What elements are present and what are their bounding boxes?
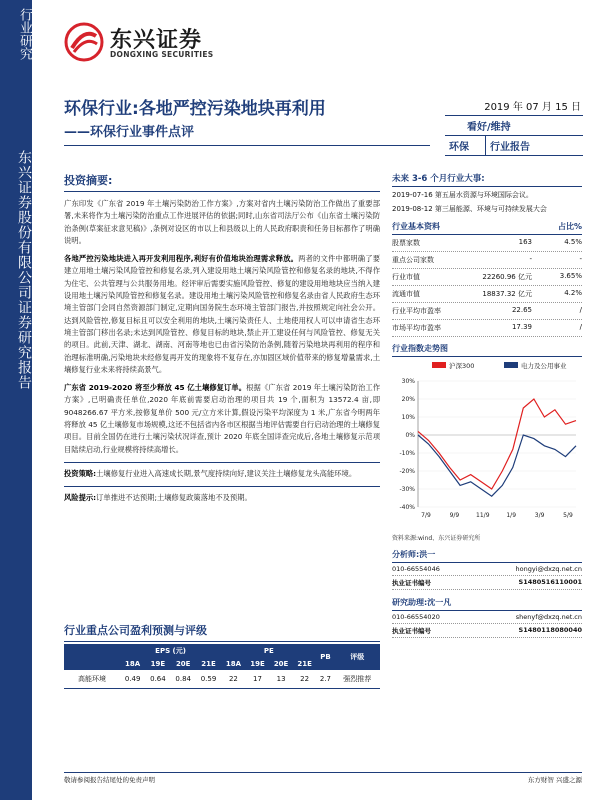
y-tick-label: -20%	[399, 468, 415, 475]
pe-header: PE	[221, 644, 316, 658]
info-label: 重点公司家数	[392, 256, 434, 264]
year-header: 21E	[293, 658, 317, 670]
logo-en: DONGXING SECURITIES	[110, 50, 214, 59]
table-row	[392, 269, 582, 286]
report-type: 行业报告	[485, 136, 534, 155]
year-header: 18A	[221, 658, 246, 670]
list-item: 2019-08-12 第三届能源、环境与可持续发展大会	[392, 205, 547, 213]
investment-strategy	[64, 468, 380, 480]
table-cell: 2.7	[316, 670, 334, 689]
abstract-section	[64, 172, 380, 511]
y-tick-label: -30%	[399, 486, 415, 493]
company-rating: 强烈推荐	[334, 670, 380, 689]
year-header: 18A	[120, 658, 145, 670]
series-line	[418, 435, 576, 496]
analyst-2-license	[392, 624, 582, 638]
y-tick-label: 0%	[405, 432, 415, 439]
strategy-body: 土壤修复行业进入高速成长期,景气度持续向好,建议关注土壤修复龙头高能环境。	[96, 468, 357, 478]
table-cell: 22	[221, 670, 246, 689]
info-label: 行业平均市盈率	[392, 307, 441, 315]
info-value: -	[529, 255, 532, 263]
abstract-paragraph-3	[64, 382, 380, 456]
page-subtitle: ——环保行业事件点评	[64, 125, 195, 140]
table-cell: 22	[293, 670, 317, 689]
basic-info-title: 行业基本资料	[392, 222, 440, 231]
analyst-1-heading: 分析师:洪一	[392, 547, 582, 563]
license-label: 执业证书编号	[392, 579, 431, 587]
x-tick-label: 7/9	[421, 512, 431, 519]
legend-swatch	[432, 362, 446, 368]
info-value: 163	[518, 238, 532, 246]
y-tick-label: -10%	[399, 450, 415, 457]
strategy-lead: 投资策略:	[64, 468, 97, 478]
x-tick-label: 3/9	[534, 512, 545, 519]
info-pct: 3.65%	[559, 272, 582, 280]
paragraph-3-body: 根据《广东省 2019 年土壤污染防治工作方案》,已明确责任单位,2020 年底前需要启动治理的项目共 19 个,面积为 13572.4 亩,即 9048266.67 平方米,按修复单价 500 元/立方米计算,假设污染平均深度为 1 米,广东省今明两年将释放 45 亿土壤修复市场规模,这还不包括省内各市区根据当地评估需要自行启动治理的土壤修复项目。目前全国仍在进行土壤污染状况详查,预计 2020 年底全国详查完成后,各地土壤修复示范项目陆续启动,行业规模将持续高增长。	[64, 383, 380, 454]
table-row	[392, 303, 582, 320]
pct-label: 占比%	[557, 222, 582, 231]
info-value: 18837.32 亿元	[482, 290, 532, 298]
license-number: S1480516110001	[518, 578, 582, 586]
right-panel	[392, 172, 582, 638]
table-row	[392, 252, 582, 269]
license-label: 执业证书编号	[392, 627, 431, 635]
table-row	[392, 235, 582, 252]
table-cell: 0.59	[196, 670, 221, 689]
rating-row	[445, 116, 583, 136]
phone: 010-66554046	[392, 565, 440, 573]
legend-label: 电力及公用事业	[521, 362, 567, 370]
phone: 010-66554020	[392, 613, 440, 621]
email-link[interactable]: shenyf@dxzq.net.cn	[515, 613, 582, 621]
y-tick-label: -40%	[399, 504, 415, 511]
page-footer	[64, 772, 582, 784]
license-number: S1480118080040	[518, 626, 582, 634]
page-title: 环保行业:各地严控污染地块再利用	[64, 99, 326, 119]
y-tick-label: 30%	[401, 378, 415, 385]
rating-header: 评级	[334, 644, 380, 670]
x-tick-label: 11/9	[476, 512, 490, 519]
footer-disclaimer: 敬请参阅报告结尾处的免责声明	[64, 776, 155, 784]
sidebar-company: 东兴证券股份有限公司证券研究报告	[16, 150, 32, 390]
table-cell: 13	[269, 670, 293, 689]
analyst-2-heading: 研究助理:沈一凡	[392, 595, 582, 611]
basic-info-heading	[392, 221, 582, 235]
index-trend-chart	[392, 357, 582, 527]
paragraph-2-lead: 各地严控污染地块进入再开发利用程序,利好有价值地块治理需求释放。	[64, 254, 299, 264]
earnings-table	[64, 644, 380, 689]
earnings-heading: 行业重点公司盈利预测与评级	[64, 622, 380, 642]
sidebar-category: 行业研究	[17, 8, 32, 60]
title-divider	[64, 145, 430, 146]
x-tick-label: 9/9	[449, 512, 460, 519]
year-header: 19E	[145, 658, 170, 670]
info-label: 股票家数	[392, 239, 420, 247]
year-header: 20E	[171, 658, 196, 670]
news-heading: 未来 3-6 个月行业大事:	[392, 172, 582, 187]
table-row	[392, 320, 582, 337]
info-value: 22.65	[511, 306, 532, 314]
year-header: 19E	[246, 658, 270, 670]
chart-source: 资料来源:wind、东兴证券研究所	[392, 535, 481, 542]
table-row	[64, 670, 380, 689]
sidebar	[0, 0, 32, 800]
table-cell: 0.49	[120, 670, 145, 689]
abstract-heading: 投资摘要:	[64, 172, 380, 192]
info-pct: 4.5%	[564, 238, 582, 246]
report-meta	[445, 96, 583, 156]
table-cell: 17	[246, 670, 270, 689]
logo-icon	[64, 22, 104, 62]
legend-swatch	[504, 362, 518, 368]
paragraph-2-body: 两者的文件中都明确了要建立用地土壤污染风险管控和修复名录,列入建设用地土壤污染风险管控和修复名录的地块,不得作为住宅、公共管理与公共服务用地。经评审后需要实施风险管控、修复的建设用地地块应当纳入建设用地土壤污染风险管控和修复名录。建设用地土壤污染风险管控和修复名录由省人民政府生态环境主管部门会同自然资源部门制定,定期向国务院生态环境主管部门报告,并按照规定向社会公开。达到风险管控,修复目标且可以安全利用的地块,土壤污染责任人、土地使用权人可以申请省生态环境主管部门移出名录;未达到风险管控、修复目标的地块,禁止开工建设任何与风险管控、修复无关的项目。此前,天津、湖北、湖南、河南等地也已由省污染防治条例,随着污染地块再利用的程序和治理标准明确,污染地块未经修复再开发的现象将不复存在,亦加固区域价值带来的修复增量需求,土壤修复行业未来将持续高景气。	[64, 254, 380, 374]
info-pct: 4.2%	[564, 289, 582, 297]
company-col	[64, 644, 120, 670]
footer-slogan: 东方财智 兴盛之源	[527, 776, 582, 784]
risk-warning	[64, 492, 380, 504]
earnings-header-row	[64, 644, 380, 658]
logo-name: 东兴证券	[110, 28, 203, 53]
info-pct: /	[579, 323, 582, 331]
report-date: 2019 年 07 月 15 日	[445, 96, 583, 116]
info-value: 17.39	[511, 323, 532, 331]
paragraph-3-lead: 广东省 2019-2020 将至少释放 45 亿土壤修复订单。	[64, 383, 247, 393]
analyst-1-contact	[392, 563, 582, 576]
risk-body: 订单推进不达预期;土壤修复政策落地不及预期。	[96, 493, 252, 503]
info-value: 22260.96 亿元	[482, 273, 532, 281]
list-item: 2019-07-16 第五届水资源与环境国际会议。	[392, 191, 533, 199]
risk-lead: 风险提示:	[64, 493, 97, 503]
abstract-divider	[64, 462, 380, 463]
table-cell: 0.64	[145, 670, 170, 689]
table-row	[392, 286, 582, 303]
x-tick-label: 1/9	[506, 512, 517, 519]
analyst-1-license	[392, 576, 582, 590]
strategy-divider	[64, 486, 380, 487]
info-label: 流通市值	[392, 290, 420, 298]
info-label: 市场平均市盈率	[392, 324, 441, 332]
chart-title: 行业指数走势图	[392, 343, 582, 357]
year-header: 20E	[269, 658, 293, 670]
year-header: 21E	[196, 658, 221, 670]
y-tick-label: 10%	[401, 414, 415, 421]
eps-header: EPS (元)	[120, 644, 221, 658]
industry-tag: 环保	[449, 142, 469, 153]
info-pct: -	[579, 255, 582, 263]
rating: 看好/维持	[467, 122, 511, 133]
y-tick-label: 20%	[401, 396, 415, 403]
x-tick-label: 5/9	[563, 512, 573, 519]
abstract-paragraph-2	[64, 253, 380, 376]
analyst-2-contact	[392, 611, 582, 624]
legend-label: 沪深300	[449, 362, 475, 370]
info-label: 行业市值	[392, 273, 420, 281]
info-pct: /	[579, 306, 582, 314]
company-logo	[64, 20, 264, 70]
series-line	[418, 399, 576, 489]
pb-header: PB	[316, 644, 334, 670]
abstract-paragraph-1: 广东印发《广东省 2019 年土壤污染防治工作方案》,方案对省内土壤污染防治工作做出了重要部署,未来将作为土壤污染防治重点工作进展评估的依据;同时,山东省司法厅公布《山东省土壤污染防治条例(草案征求意见稿)》,条例对设区的市以上和县级以上的人民政府职责和任务目标都作了明确说明。	[64, 199, 380, 245]
category-row	[445, 136, 583, 156]
company-name: 高能环境	[64, 670, 120, 689]
table-cell: 0.84	[171, 670, 196, 689]
email-link[interactable]: hongyi@dxzq.net.cn	[515, 565, 582, 573]
